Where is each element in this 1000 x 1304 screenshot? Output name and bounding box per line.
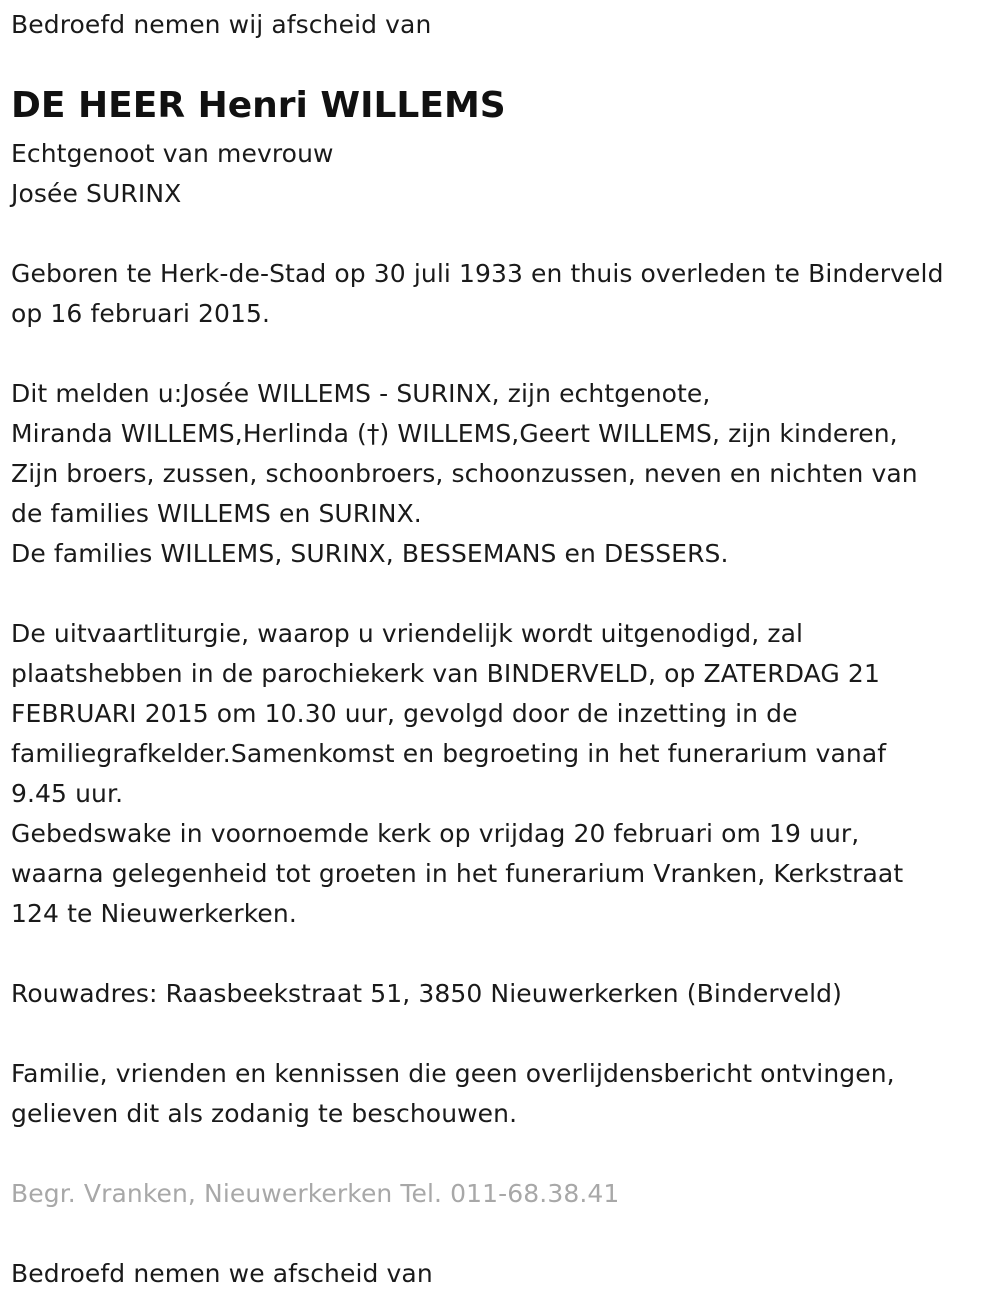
mourning-address: Rouwadres: Raasbeekstraat 51, 3850 Nieuwerkerken (Binderveld)	[11, 979, 842, 1008]
ceremony-line: 124 te Nieuwerkerken.	[11, 899, 297, 928]
spouse-line: Josée SURINX	[11, 179, 182, 208]
outro-text: Bedroefd nemen we afscheid van	[11, 1259, 433, 1288]
ceremony-line: familiegrafkelder.Samenkomst en begroeting in het funerarium vanaf	[11, 739, 887, 768]
undertaker-block	[11, 1174, 619, 1214]
ceremony-line: FEBRUARI 2015 om 10.30 uur, gevolgd door de inzetting in de	[11, 699, 798, 728]
announcement-line: Dit melden u:Josée WILLEMS - SURINX, zijn echtgenote,	[11, 379, 711, 408]
spouse-block	[11, 134, 334, 214]
notice-block	[11, 1054, 895, 1134]
birth-death-line: Geboren te Herk-de-Stad op 30 juli 1933 en thuis overleden te Binderveld	[11, 259, 944, 288]
intro-text: Bedroefd nemen wij afscheid van	[11, 10, 432, 39]
birth-death-line: op 16 februari 2015.	[11, 299, 271, 328]
ceremony-line: 9.45 uur.	[11, 779, 124, 808]
undertaker-contact: Begr. Vranken, Nieuwerkerken Tel. 011-68.38.41	[11, 1179, 620, 1208]
ceremony-line: plaatshebben in de parochiekerk van BINDERVELD, op ZATERDAG 21	[11, 659, 880, 688]
notice-line: Familie, vrienden en kennissen die geen overlijdensbericht ontvingen,	[11, 1059, 895, 1088]
announcement-line: De families WILLEMS, SURINX, BESSEMANS en DESSERS.	[11, 539, 729, 568]
deceased-name: DE HEER Henri WILLEMS	[11, 85, 506, 126]
ceremony-block	[11, 614, 903, 934]
announcement-line: de families WILLEMS en SURINX.	[11, 499, 422, 528]
ceremony-line: De uitvaartliturgie, waarop u vriendelijk wordt uitgenodigd, zal	[11, 619, 804, 648]
outro-block	[11, 1254, 433, 1294]
announcement-line: Miranda WILLEMS,Herlinda (†) WILLEMS,Geert WILLEMS, zijn kinderen,	[11, 419, 898, 448]
spouse-line: Echtgenoot van mevrouw	[11, 139, 334, 168]
ceremony-line: waarna gelegenheid tot groeten in het funerarium Vranken, Kerkstraat	[11, 859, 904, 888]
birth-death-block	[11, 254, 944, 334]
announcement-line: Zijn broers, zussen, schoonbroers, schoonzussen, neven en nichten van	[11, 459, 918, 488]
mourning-address-block	[11, 974, 842, 1014]
ceremony-line: Gebedswake in voornoemde kerk op vrijdag 20 februari om 19 uur,	[11, 819, 860, 848]
announcement-block	[11, 374, 918, 574]
notice-line: gelieven dit als zodanig te beschouwen.	[11, 1099, 518, 1128]
